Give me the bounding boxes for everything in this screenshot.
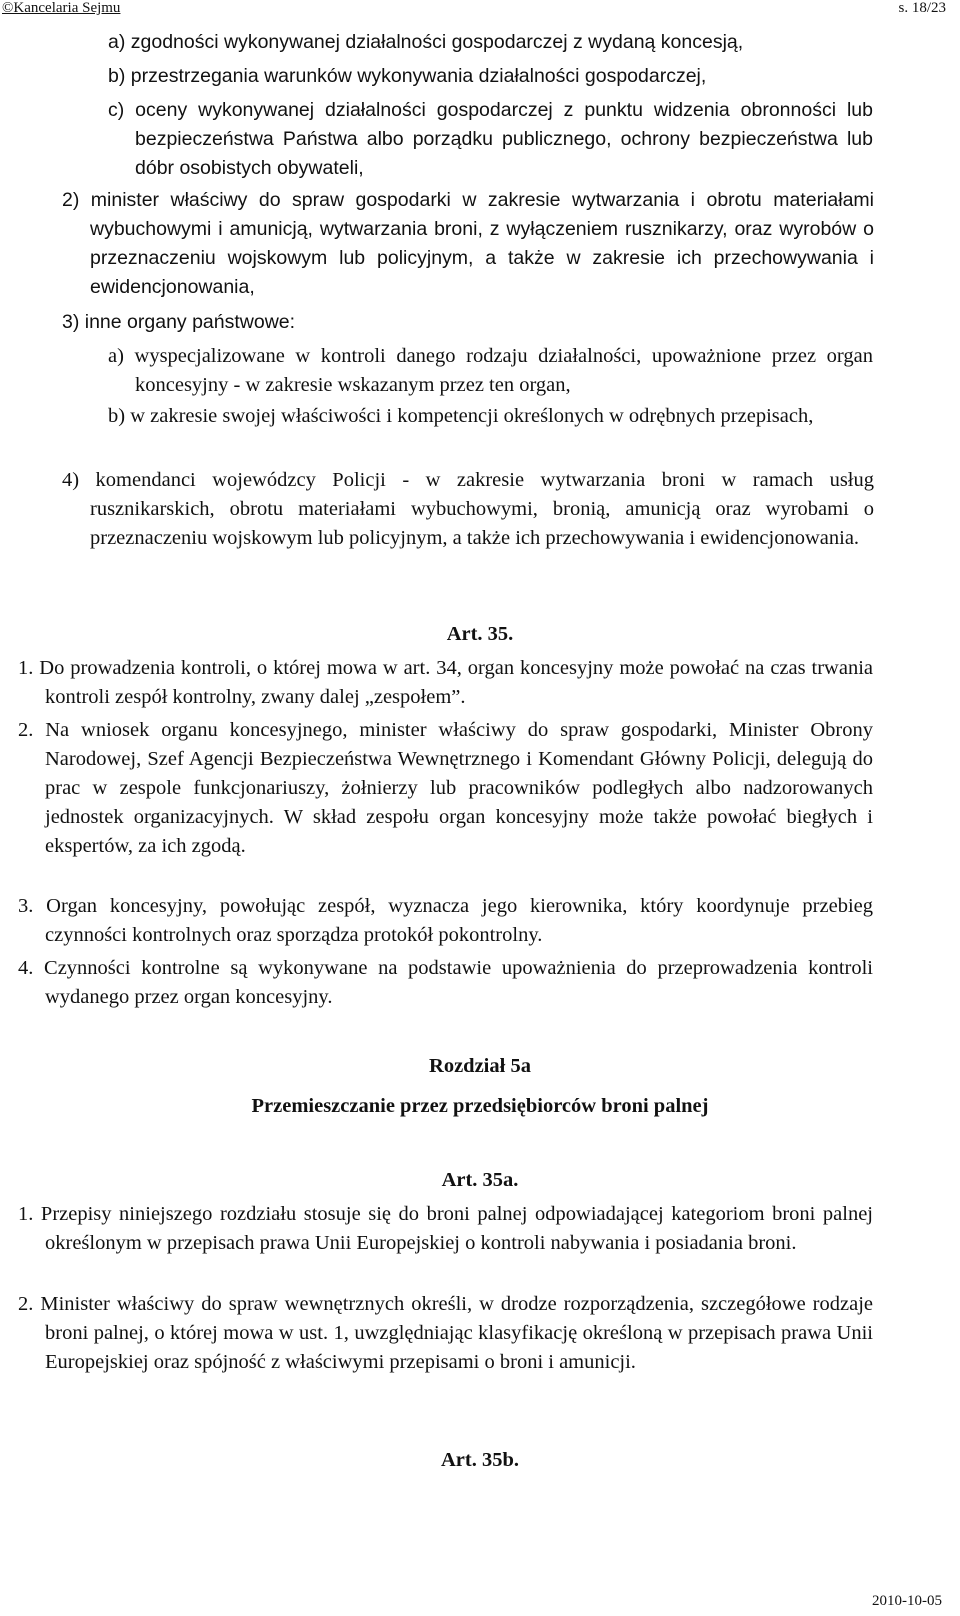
list-item-b: b) przestrzegania warunków wykonywania działalności gospodarczej,	[108, 65, 707, 87]
list-item-3a: a) wyspecjalizowane w kontroli danego rodzaju działalności, upoważnione przez organ koncesyjny - w zakresie wskazanym przez ten organ,	[108, 345, 873, 396]
art35a-p1: 1. Przepisy niniejszego rozdziału stosuje się do broni palnej odpowiadającej kategoriom broni palnej określonym w przepisach prawa Unii Europejskiej o kontroli nabywania i posiadania broni.	[18, 1203, 873, 1254]
list-item-4: 4) komendanci wojewódzcy Policji - w zakresie wytwarzania broni w ramach usług rusznikarskich, obrotu materiałami wybuchowymi, bronią, amunicją oraz wyrobami o przeznaczeniu wojskowym lub policyjnym, a także ich przechowywania i ewidencjonowania.	[62, 469, 874, 549]
chapter-title: Rozdział 5a	[429, 1055, 531, 1077]
footer-date: 2010-10-05	[872, 1593, 942, 1609]
art35-p1: 1. Do prowadzenia kontroli, o której mowa w art. 34, organ koncesyjny może powołać na czas trwania kontroli zespół kontrolny, zwany dalej „zespołem”.	[18, 657, 873, 708]
art35-p2: 2. Na wniosek organu koncesyjnego, minister właściwy do spraw gospodarki, Minister Obrony Narodowej, Szef Agencji Bezpieczeństwa Wewnętrznego i Komendant Główny Policji, delegują do prac w zespole funkcjonariuszy, żołnierzy lub pracowników podległych albo nadzorowanych jednostek organizacyjnych. W skład zespołu organ koncesyjny może także powołać biegłych i ekspertów, za ich zgodą.	[18, 719, 873, 857]
art35-p4: 4. Czynności kontrolne są wykonywane na podstawie upoważnienia do przeprowadzenia kontroli wydanego przez organ koncesyjny.	[18, 957, 873, 1008]
list-item-c: c) oceny wykonywanej działalności gospodarczej z punktu widzenia obronności lub bezpieczeństwa Państwa albo porządku publicznego, ochrony bezpieczeństwa lub dóbr osobistych obywateli,	[108, 99, 873, 179]
page-number: s. 18/23	[898, 0, 946, 16]
art35-p3: 3. Organ koncesyjny, powołując zespół, wyznacza jego kierownika, który koordynuje przebieg czynności kontrolnych oraz sporządza protokół pokontrolny.	[18, 895, 873, 946]
art35b-title: Art. 35b.	[440, 1449, 519, 1471]
list-item-3b: b) w zakresie swojej właściwości i kompetencji określonych w odrębnych przepisach,	[108, 405, 814, 427]
art35a-p2: 2. Minister właściwy do spraw wewnętrznych określi, w drodze rozporządzenia, szczegółowe rodzaje broni palnej, o której mowa w ust. 1, uwzględniając klasyfikację określoną w przepisach prawa Unii Europejskiej oraz spójność z właściwymi przepisami o broni i amunicji.	[18, 1293, 873, 1373]
chapter-subtitle: Przemieszczanie przez przedsiębiorców broni palnej	[251, 1095, 709, 1117]
list-item-2: 2) minister właściwy do spraw gospodarki w zakresie wytwarzania i obrotu materiałami wybuchowymi i amunicją, wytwarzania broni, z wyłączeniem rusznikarzy, oraz wyrobów o przeznaczeniu wojskowym lub policyjnym, a także w zakresie ich przechowywania i ewidencjonowania,	[62, 189, 874, 298]
art35-title: Art. 35.	[446, 623, 514, 645]
list-item-a: a) zgodności wykonywanej działalności gospodarczej z wydaną koncesją,	[108, 31, 744, 53]
list-item-3: 3) inne organy państwowe:	[62, 311, 296, 333]
header-source: ©Kancelaria Sejmu	[2, 0, 121, 16]
art35a-title: Art. 35a.	[441, 1169, 519, 1191]
